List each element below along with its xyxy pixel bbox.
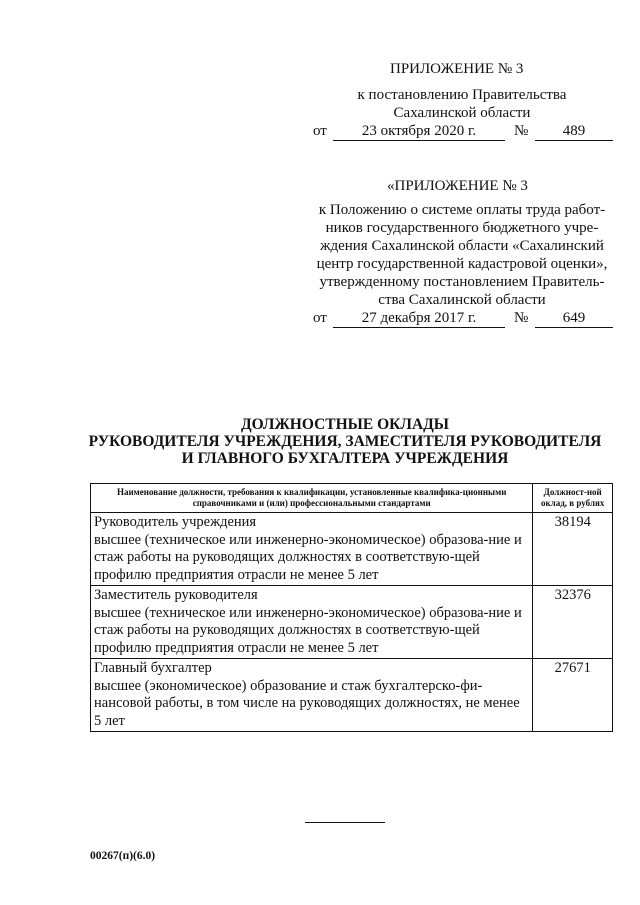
table-row [91,659,613,732]
annex2-date: 27 декабря 2017 г. [333,309,505,328]
annex1-number-label: № [514,123,529,139]
annex2-line-4: центр государственной кадастровой оценки», [316,256,608,272]
annex1-number: 489 [535,122,613,141]
annex2-line-1: к Положению о системе оплаты труда работ- [318,202,606,218]
position-requirements: высшее (техническое или инженерно-экономическое) образова-ние и стаж работы на руководящих должностях в соответствую-щей профилю предприятия отрасли не менее 5 лет [94,531,522,583]
salary-table [90,483,613,732]
col-header-salary: Должност-ной оклад, в рублях [533,484,613,513]
col-header-name: Наименование должности, требования к квалификации, установленные квалифика-ционными справочниками и (или) профессиональными стандартами [91,484,533,513]
annex2-number-label: № [514,310,529,326]
annex1-heading: ПРИЛОЖЕНИЕ № 3 [390,61,524,77]
document-code: 00267(п)(6.0) [90,850,156,862]
position-requirements: высшее (экономическое) образование и стаж бухгалтерско-фи-нансовой работы, в том числе на руководящих должностях, не менее 5 лет [94,677,520,729]
annex2-line-6: ства Сахалинской области [378,292,546,308]
table-row [91,513,613,586]
annex1-date: 23 октября 2020 г. [333,122,505,141]
salary-value: 32376 [533,586,613,659]
row-name-cell [91,513,533,586]
annex2-line-2: ников государственного бюджетного учре- [325,220,599,236]
doc-title-line3: И ГЛАВНОГО БУХГАЛТЕРА УЧРЕЖДЕНИЯ [181,450,509,467]
table-row [91,586,613,659]
annex2-number: 649 [535,309,613,328]
table-header-row [91,484,613,513]
position-title: Руководитель учреждения [94,514,257,530]
doc-title-line2: РУКОВОДИТЕЛЯ УЧРЕЖДЕНИЯ, ЗАМЕСТИТЕЛЯ РУКОВОДИТЕЛЯ [88,433,602,450]
annex2-line-3: ждения Сахалинской области «Сахалинский [320,238,604,254]
row-name-cell [91,659,533,732]
doc-title-line1: ДОЛЖНОСТНЫЕ ОКЛАДЫ [240,416,450,433]
annex1-line2: Сахалинской области [393,105,531,121]
position-title: Главный бухгалтер [94,660,212,676]
annex1-line1: к постановлению Правительства [357,87,567,103]
annex1-from-label: от [313,123,327,139]
annex2-heading: «ПРИЛОЖЕНИЕ № 3 [387,178,528,194]
salary-value: 38194 [533,513,613,586]
annex2-from-label: от [313,310,327,326]
position-requirements: высшее (техническое или инженерно-экономическое) образова-ние и стаж работы на руководящих должностях в соответствую-щей профилю предприятия отрасли не менее 5 лет [94,604,522,656]
annex2-line-5: утвержденному постановлением Правитель- [319,274,605,290]
end-divider [305,822,385,823]
position-title: Заместитель руководителя [94,587,258,603]
salary-value: 27671 [533,659,613,732]
row-name-cell [91,586,533,659]
